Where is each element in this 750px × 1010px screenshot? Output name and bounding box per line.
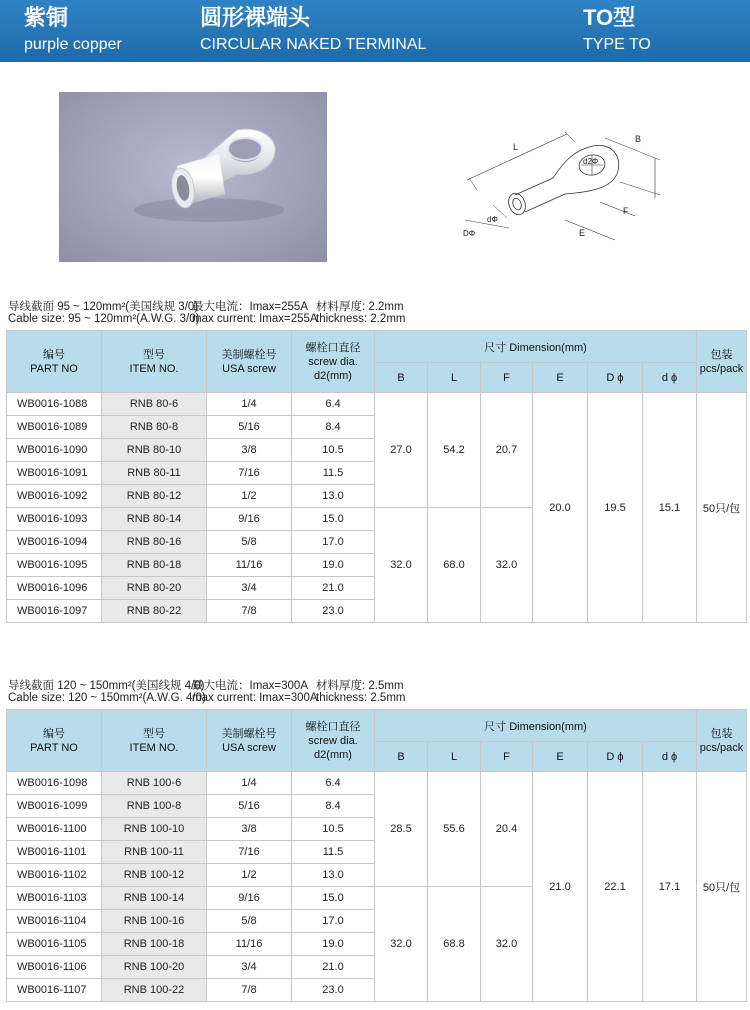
F-cell: 20.4 xyxy=(481,772,533,887)
d2-cell: 21.0 xyxy=(292,577,375,600)
label-d2: d2Φ xyxy=(583,157,599,166)
header-screw-dia: 螺栓口直径 screw dia. d2(mm) xyxy=(292,710,375,772)
table-row xyxy=(7,393,747,416)
screw-cell: 5/16 xyxy=(207,795,292,818)
item-no-cell: RNB 100-12 xyxy=(102,864,207,887)
header-packing: 包装 pcs/pack xyxy=(697,331,747,393)
d2-cell: 19.0 xyxy=(292,933,375,956)
d-cell: 17.1 xyxy=(643,772,697,1002)
screw-cell: 11/16 xyxy=(207,554,292,577)
header-D: D ϕ xyxy=(588,363,643,393)
L-cell: 68.0 xyxy=(428,508,481,623)
header-packing: 包装 pcs/pack xyxy=(697,710,747,772)
screw-cell: 3/4 xyxy=(207,577,292,600)
D-cell: 22.1 xyxy=(588,772,643,1002)
part-no-cell: WB0016-1089 xyxy=(7,416,102,439)
screw-cell: 5/8 xyxy=(207,531,292,554)
d2-cell: 6.4 xyxy=(292,393,375,416)
d2-cell: 13.0 xyxy=(292,485,375,508)
screw-cell: 9/16 xyxy=(207,887,292,910)
table-row xyxy=(7,772,747,795)
material-title-en: purple copper xyxy=(24,36,122,53)
item-no-cell: RNB 100-11 xyxy=(102,841,207,864)
max-current-zh: 最大电流：Imax=255A xyxy=(192,301,308,313)
d2-cell: 21.0 xyxy=(292,956,375,979)
d2-cell: 8.4 xyxy=(292,795,375,818)
header-banner xyxy=(0,0,750,62)
header-F: F xyxy=(481,742,533,772)
max-current-en: max current: Imax=255A xyxy=(192,313,318,325)
screw-cell: 1/2 xyxy=(207,864,292,887)
spec-table-1 xyxy=(6,330,747,623)
screw-cell: 7/8 xyxy=(207,979,292,1002)
spec-table-2 xyxy=(6,709,747,1002)
F-cell: 32.0 xyxy=(481,887,533,1002)
header-L: L xyxy=(428,363,481,393)
product-title-zh: 圆形裸端头 xyxy=(200,5,311,30)
item-no-cell: RNB 80-11 xyxy=(102,462,207,485)
part-no-cell: WB0016-1092 xyxy=(7,485,102,508)
d2-cell: 17.0 xyxy=(292,910,375,933)
part-no-cell: WB0016-1101 xyxy=(7,841,102,864)
label-L: L xyxy=(513,142,519,152)
max-current-en: max current: Imax=300A xyxy=(192,692,318,704)
thickness-zh: 材料厚度: 2.5mm xyxy=(316,680,404,692)
part-no-cell: WB0016-1097 xyxy=(7,600,102,623)
d2-cell: 6.4 xyxy=(292,772,375,795)
dimension-diagram xyxy=(455,120,670,250)
label-E: E xyxy=(579,228,586,238)
B-cell: 32.0 xyxy=(375,887,428,1002)
type-title-zh: TO型 xyxy=(583,5,636,30)
item-no-cell: RNB 100-16 xyxy=(102,910,207,933)
pack-cell: 50只/包 xyxy=(697,393,747,623)
part-no-cell: WB0016-1096 xyxy=(7,577,102,600)
screw-cell: 1/2 xyxy=(207,485,292,508)
header-screw-dia: 螺栓口直径 screw dia. d2(mm) xyxy=(292,331,375,393)
product-title-en: CIRCULAR NAKED TERMINAL xyxy=(200,36,427,53)
item-no-cell: RNB 100-22 xyxy=(102,979,207,1002)
material-title-zh: 紫铜 xyxy=(24,5,69,30)
part-no-cell: WB0016-1099 xyxy=(7,795,102,818)
d2-cell: 23.0 xyxy=(292,979,375,1002)
screw-cell: 5/16 xyxy=(207,416,292,439)
screw-cell: 7/16 xyxy=(207,462,292,485)
part-no-cell: WB0016-1104 xyxy=(7,910,102,933)
part-no-cell: WB0016-1091 xyxy=(7,462,102,485)
header-item-no: 型号 ITEM NO. xyxy=(102,710,207,772)
header-usa-screw: 美制螺栓号 USA screw xyxy=(207,710,292,772)
header-F: F xyxy=(481,363,533,393)
d2-cell: 8.4 xyxy=(292,416,375,439)
item-no-cell: RNB 80-8 xyxy=(102,416,207,439)
terminal-photo-graphic xyxy=(59,92,327,262)
d2-cell: 13.0 xyxy=(292,864,375,887)
header-dimension: 尺寸 Dimension(mm) xyxy=(375,710,697,742)
part-no-cell: WB0016-1107 xyxy=(7,979,102,1002)
item-no-cell: RNB 80-10 xyxy=(102,439,207,462)
header-d: d ϕ xyxy=(643,363,697,393)
material-title xyxy=(24,6,122,56)
label-F: F xyxy=(623,206,629,216)
item-no-cell: RNB 100-14 xyxy=(102,887,207,910)
part-no-cell: WB0016-1100 xyxy=(7,818,102,841)
thickness-en: thickness: 2.5mm xyxy=(316,692,406,704)
header-d: d ϕ xyxy=(643,742,697,772)
E-cell: 21.0 xyxy=(533,772,588,1002)
item-no-cell: RNB 80-20 xyxy=(102,577,207,600)
d2-cell: 10.5 xyxy=(292,818,375,841)
thickness-en: thickness: 2.2mm xyxy=(316,313,406,325)
header-item-no: 型号 ITEM NO. xyxy=(102,331,207,393)
part-no-cell: WB0016-1102 xyxy=(7,864,102,887)
d2-cell: 19.0 xyxy=(292,554,375,577)
F-cell: 20.7 xyxy=(481,393,533,508)
type-title xyxy=(583,6,651,56)
header-usa-screw: 美制螺栓号 USA screw xyxy=(207,331,292,393)
item-no-cell: RNB 100-20 xyxy=(102,956,207,979)
header-B: B xyxy=(375,363,428,393)
d2-cell: 17.0 xyxy=(292,531,375,554)
cable-size-zh: 导线截面 95 ~ 120mm²(美国线规 3/0) xyxy=(8,301,199,313)
header-dimension: 尺寸 Dimension(mm) xyxy=(375,331,697,363)
L-cell: 68.8 xyxy=(428,887,481,1002)
screw-cell: 1/4 xyxy=(207,772,292,795)
header-part-no: 编号 PART NO xyxy=(7,710,102,772)
item-no-cell: RNB 80-22 xyxy=(102,600,207,623)
cable-size-en: Cable size: 95 ~ 120mm²(A.W.G. 3/0) xyxy=(8,313,200,325)
d-cell: 15.1 xyxy=(643,393,697,623)
header-E: E xyxy=(533,742,588,772)
screw-cell: 5/8 xyxy=(207,910,292,933)
B-cell: 28.5 xyxy=(375,772,428,887)
d2-cell: 11.5 xyxy=(292,841,375,864)
part-no-cell: WB0016-1103 xyxy=(7,887,102,910)
header-L: L xyxy=(428,742,481,772)
item-no-cell: RNB 100-6 xyxy=(102,772,207,795)
item-no-cell: RNB 80-12 xyxy=(102,485,207,508)
d2-cell: 15.0 xyxy=(292,887,375,910)
screw-cell: 7/8 xyxy=(207,600,292,623)
part-no-cell: WB0016-1093 xyxy=(7,508,102,531)
part-no-cell: WB0016-1088 xyxy=(7,393,102,416)
screw-cell: 3/8 xyxy=(207,439,292,462)
item-no-cell: RNB 100-8 xyxy=(102,795,207,818)
label-B: B xyxy=(635,134,642,144)
max-current-zh: 最大电流：Imax=300A xyxy=(192,680,308,692)
d2-cell: 11.5 xyxy=(292,462,375,485)
B-cell: 27.0 xyxy=(375,393,428,508)
screw-cell: 3/8 xyxy=(207,818,292,841)
header-D: D ϕ xyxy=(588,742,643,772)
screw-cell: 3/4 xyxy=(207,956,292,979)
item-no-cell: RNB 80-6 xyxy=(102,393,207,416)
item-no-cell: RNB 80-18 xyxy=(102,554,207,577)
item-no-cell: RNB 100-18 xyxy=(102,933,207,956)
header-E: E xyxy=(533,363,588,393)
part-no-cell: WB0016-1090 xyxy=(7,439,102,462)
cable-size-zh: 导线截面 120 ~ 150mm²(美国线规 4/0) xyxy=(8,680,205,692)
item-no-cell: RNB 80-16 xyxy=(102,531,207,554)
label-d: dΦ xyxy=(487,215,498,224)
part-no-cell: WB0016-1095 xyxy=(7,554,102,577)
cable-size-en: Cable size: 120 ~ 150mm²(A.W.G. 4/0) xyxy=(8,692,206,704)
B-cell: 32.0 xyxy=(375,508,428,623)
product-title xyxy=(200,6,426,56)
part-no-cell: WB0016-1105 xyxy=(7,933,102,956)
screw-cell: 7/16 xyxy=(207,841,292,864)
d2-cell: 10.5 xyxy=(292,439,375,462)
d2-cell: 23.0 xyxy=(292,600,375,623)
E-cell: 20.0 xyxy=(533,393,588,623)
type-title-en: TYPE TO xyxy=(583,36,651,53)
part-no-cell: WB0016-1098 xyxy=(7,772,102,795)
part-no-cell: WB0016-1094 xyxy=(7,531,102,554)
part-no-cell: WB0016-1106 xyxy=(7,956,102,979)
F-cell: 32.0 xyxy=(481,508,533,623)
item-no-cell: RNB 80-14 xyxy=(102,508,207,531)
product-photo xyxy=(59,92,327,262)
screw-cell: 1/4 xyxy=(207,393,292,416)
pack-cell: 50只/包 xyxy=(697,772,747,1002)
L-cell: 54.2 xyxy=(428,393,481,508)
L-cell: 55.6 xyxy=(428,772,481,887)
thickness-zh: 材料厚度: 2.2mm xyxy=(316,301,404,313)
header-part-no: 编号 PART NO xyxy=(7,331,102,393)
label-D: DΦ xyxy=(463,229,476,238)
item-no-cell: RNB 100-10 xyxy=(102,818,207,841)
d2-cell: 15.0 xyxy=(292,508,375,531)
header-B: B xyxy=(375,742,428,772)
screw-cell: 11/16 xyxy=(207,933,292,956)
D-cell: 19.5 xyxy=(588,393,643,623)
screw-cell: 9/16 xyxy=(207,508,292,531)
